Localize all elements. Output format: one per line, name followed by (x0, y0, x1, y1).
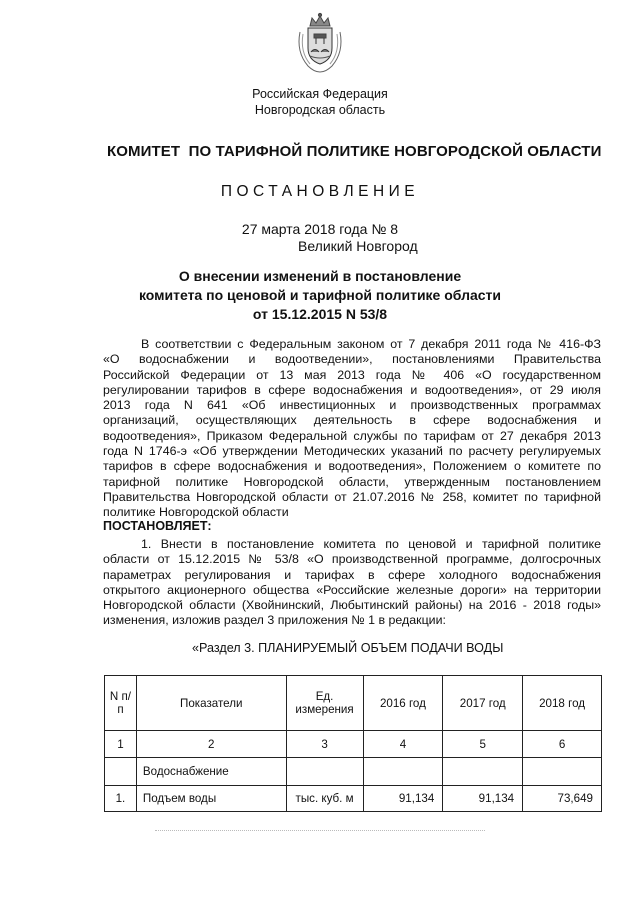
preamble-line: водоотведения», Приказом Федеральной службы по тарифам от 27 декабря 2013 (103, 428, 601, 443)
header-cell-number: N п/п (105, 676, 137, 731)
item-1-line: Новгородской области (Хвойнинский, Любытинский районы) на 2016 - 2018 годы» (103, 598, 601, 613)
table-column-numbers-row (105, 731, 602, 758)
section-title: «Раздел 3. ПЛАНИРУЕМЫЙ ОБЪЕМ ПОДАЧИ ВОДЫ (192, 641, 504, 655)
row-unit-cell: тыс. куб. м (286, 786, 363, 812)
row-number-cell: 1. (105, 786, 137, 812)
group-empty-cell (523, 758, 602, 786)
document-date-number: 27 марта 2018 года № 8 (241, 221, 399, 237)
header-cell-unit: Ед. измерения (286, 676, 363, 731)
document-city: Великий Новгород (298, 238, 418, 254)
row-value-2018-cell: 73,649 (523, 786, 602, 812)
group-empty-cell (443, 758, 523, 786)
preamble-line: политике Новгородской области (103, 505, 289, 520)
water-supply-table (104, 675, 602, 812)
column-number-cell: 1 (105, 731, 137, 758)
header-cell-2017: 2017 год (443, 676, 523, 731)
coat-of-arms-emblem (294, 12, 346, 74)
preamble-line: В соответствии с Федеральным законом от 7 декабря 2011 года № 416-ФЗ (141, 337, 601, 351)
header-cell-2018: 2018 год (523, 676, 602, 731)
preamble-line: 2013 года N 641 «Об инвестиционных и производственных программах (103, 398, 601, 413)
preamble-line: Правительства Новгородской области от 21.07.2016 № 258, комитет по тарифной (103, 489, 601, 504)
preamble-paragraph (103, 337, 601, 521)
subject-line: О внесении изменений в постановление (178, 268, 462, 284)
item-1-line: изменения, изложив раздел 3 приложения № 1 в редакции: (103, 613, 446, 628)
header-cell-indicators: Показатели (136, 676, 286, 731)
group-label-cell: Водоснабжение (136, 758, 286, 786)
preamble-line: организаций, осуществляющих деятельность в сфере водоснабжения и (103, 413, 601, 428)
preamble-line: регулировании тарифов в сфере водоснабжения и водоотведения», от 29 июля (103, 382, 601, 397)
table-group-row (105, 758, 602, 786)
table-header-row (105, 676, 602, 731)
group-empty-cell (286, 758, 363, 786)
header-cell-2016: 2016 год (363, 676, 443, 731)
column-number-cell: 2 (136, 731, 286, 758)
group-empty-cell (105, 758, 137, 786)
column-number-cell: 4 (363, 731, 443, 758)
preamble-line: тарифов в сфере водоснабжения и водоотведения», Положением о комитете по (103, 459, 601, 474)
page-break-line (155, 830, 485, 831)
document-subject (0, 267, 640, 324)
region-name: Новгородская область (254, 103, 386, 117)
item-1-line: области от 15.12.2015 № 53/8 «О производственной программе, долгосрочных (103, 552, 601, 567)
preamble-line: Российской Федерации от 13 мая 2013 года № 406 «О государственном (103, 367, 601, 382)
table-row (105, 786, 602, 812)
row-indicator-cell: Подъем воды (136, 786, 286, 812)
preamble-line: «О водоснабжении и водоотведении», постановлениями Правительства (103, 352, 601, 367)
preamble-line: года N 1746-э «Об утверждении Методических указаний по расчету регулируемых (103, 444, 601, 459)
committee-title: КОМИТЕТ ПО ТАРИФНОЙ ПОЛИТИКЕ НОВГОРОДСКОЙ ОБЛАСТИ (107, 143, 602, 160)
subject-line: комитета по ценовой и тарифной политике области (138, 287, 502, 303)
column-number-cell: 6 (523, 731, 602, 758)
group-empty-cell (363, 758, 443, 786)
item-1-line: открытого акционерного общества «Российские железные дороги» на территории (103, 582, 601, 597)
item-1-line: 1. Внести в постановление комитета по ценовой и тарифной политике (141, 537, 601, 551)
document-type: ПОСТАНОВЛЕНИЕ (220, 183, 420, 200)
row-value-2017-cell: 91,134 (443, 786, 523, 812)
column-number-cell: 3 (286, 731, 363, 758)
item-1-line: параметрах регулирования и тарифах в сфере холодного водоснабжения (103, 567, 601, 582)
decrees-heading: ПОСТАНОВЛЯЕТ: (103, 519, 212, 533)
preamble-line: тарифной политике Новгородской области, утвержденным постановлением (103, 474, 601, 489)
item-1-paragraph (103, 537, 601, 629)
column-number-cell: 5 (443, 731, 523, 758)
subject-line: от 15.12.2015 N 53/8 (252, 306, 388, 322)
country-name: Российская Федерация (252, 87, 388, 101)
row-value-2016-cell: 91,134 (363, 786, 443, 812)
